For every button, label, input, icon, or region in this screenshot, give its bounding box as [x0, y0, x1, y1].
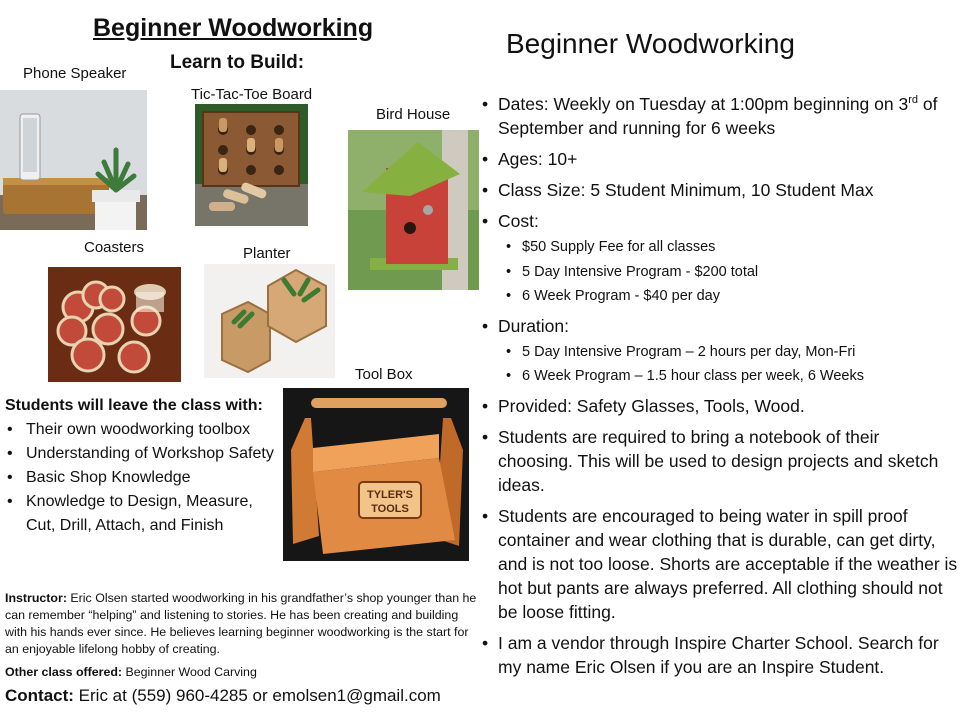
details-list: [482, 92, 958, 686]
list-item: • 5 Day Intensive Program – 2 hours per day, Mon-Fri: [498, 340, 958, 365]
notebook-item: • Students are required to bring a notebook of their choosing. This will be used to design projects and sketch ideas.: [482, 425, 958, 497]
other-class-value: Beginner Wood Carving: [122, 665, 257, 679]
planter-photo: [204, 264, 335, 378]
ages-item: • Ages: 10+: [482, 147, 958, 171]
list-item: • Understanding of Workshop Safety: [5, 442, 280, 466]
other-class: [5, 665, 257, 679]
tool-box-sign-line1: TYLER'S: [366, 489, 414, 501]
instructor-section: [5, 590, 479, 658]
details-title: Beginner Woodworking: [506, 28, 795, 59]
duration-label: Duration:: [498, 315, 570, 336]
duration-item: [482, 314, 958, 389]
label-coasters: Coasters: [84, 239, 145, 256]
list-item: • Their own woodworking toolbox: [5, 418, 280, 442]
dates-item: [482, 92, 958, 140]
tool-box-sign-line2: TOOLS: [371, 503, 409, 515]
other-class-label: Other class offered:: [5, 665, 123, 679]
instructor-bio: Eric Olsen started woodworking in his grandfather’s shop younger than he can remember “helping” and listening to stories. He has been creating and building with his hands ever since. He believes learning beginner woodworking is the start for an enjoyable lifelong hobby of creating.: [5, 591, 477, 656]
contact-label: Contact:: [5, 686, 74, 705]
provided-item: • Provided: Safety Glasses, Tools, Wood.: [482, 394, 958, 418]
instructor-label: Instructor:: [5, 591, 67, 605]
contact-line: [5, 686, 441, 706]
label-bird-house: Bird House: [376, 106, 451, 123]
clothing-item: • Students are encouraged to being water in spill proof container and wear clothing that is durable, can get dirty, and is not too loose. Shorts are acceptable if the weather is hot but pants are always preferred. All clothing should not be loose fitting.: [482, 504, 958, 624]
coasters-photo: [48, 267, 181, 382]
outcomes-section: [5, 394, 280, 538]
list-item: • Knowledge to Design, Measure, Cut, Drill, Attach, and Finish: [5, 490, 280, 538]
outcomes-list: [5, 418, 280, 538]
duration-sublist: [498, 340, 958, 389]
label-tool-box: Tool Box: [355, 366, 413, 383]
list-item: • $50 Supply Fee for all classes: [498, 235, 958, 260]
label-tic-tac-toe: Tic-Tac-Toe Board: [191, 86, 313, 103]
dates-text: Dates: Weekly on Tuesday at 1:00pm beginning on 3: [498, 94, 909, 114]
dates-ordinal: rd: [908, 94, 918, 107]
vendor-item: • I am a vendor through Inspire Charter School. Search for my name Eric Olsen if you are an Inspire Student.: [482, 631, 958, 679]
cost-sublist: [498, 235, 958, 309]
dates-text-end: of September and running for 6 weeks: [498, 94, 938, 138]
list-item: • 6 Week Program – 1.5 hour class per week, 6 Weeks: [498, 364, 958, 389]
label-planter: Planter: [243, 245, 291, 262]
class-size-item: • Class Size: 5 Student Minimum, 10 Student Max: [482, 178, 958, 202]
tic-tac-toe-photo: [195, 104, 308, 226]
phone-speaker-photo: [0, 90, 147, 230]
cost-label: Cost:: [498, 211, 539, 231]
bird-house-photo: [348, 130, 479, 290]
label-phone-speaker: Phone Speaker: [23, 65, 127, 82]
tool-box-photo: [283, 388, 469, 561]
cost-item: [482, 209, 958, 309]
outcomes-heading: Students will leave the class with:: [5, 397, 263, 414]
poster-title: Beginner Woodworking: [93, 14, 374, 42]
poster-subtitle: Learn to Build:: [170, 52, 305, 73]
list-item: • 6 Week Program - $40 per day: [498, 284, 958, 309]
list-item: • 5 Day Intensive Program - $200 total: [498, 260, 958, 285]
list-item: • Basic Shop Knowledge: [5, 466, 280, 490]
contact-value: Eric at (559) 960-4285 or emolsen1@gmail.com: [73, 686, 441, 705]
